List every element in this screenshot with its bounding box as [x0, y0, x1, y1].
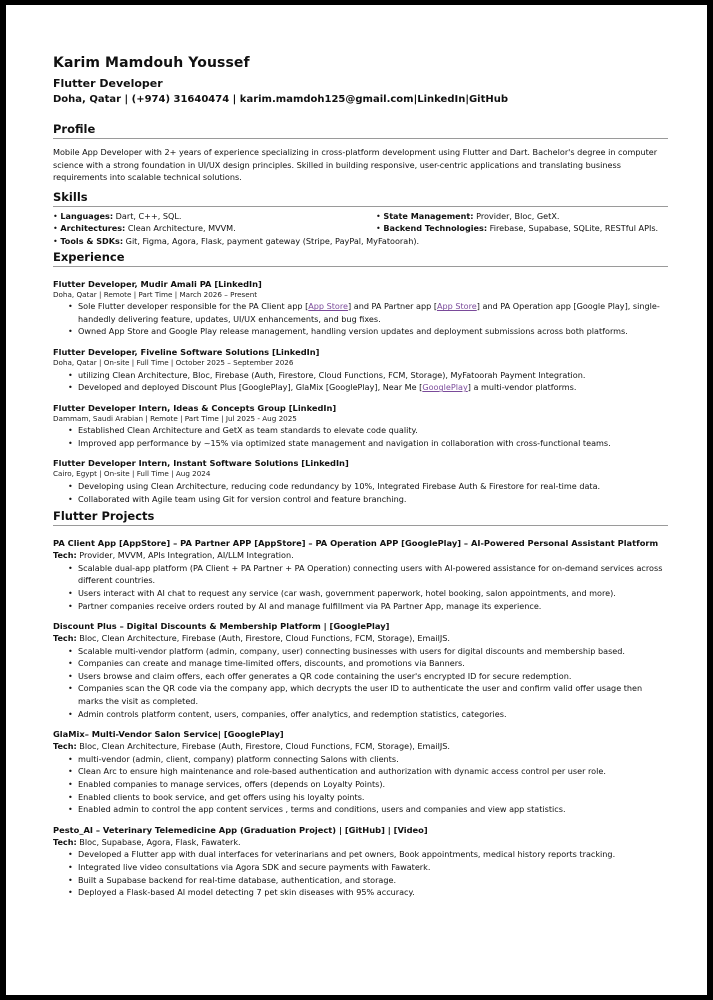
skill-label: State Management:	[383, 210, 474, 221]
skill-item: • Backend Technologies: Firebase, Supabase, SQLite, RESTful APIs.	[376, 223, 659, 234]
project-title: Discount Plus – Digital Discounts & Membership Platform | [GooglePlay]	[53, 621, 390, 632]
app-store-link[interactable]: App Store	[436, 301, 477, 312]
project-tech: Tech: Bloc, Clean Architecture, Firebase (Auth, Firestore, Cloud Functions, FCM, Storage), EmailJS.	[53, 633, 450, 644]
project-bullet: • Companies can create and manage time-limited offers, discounts, and promotions via Banners.	[68, 658, 465, 669]
job-entry	[53, 346, 668, 394]
job-meta: Cairo, Egypt | On-site | Full Time | Aug 2024	[53, 469, 211, 479]
project-bullet: • Enabled companies to manage services, offers (depends on Loyalty Points).	[68, 779, 386, 790]
project-title: Pesto_AI – Veterinary Telemedicine App (Graduation Project) | [GitHub] | [Video]	[53, 824, 428, 835]
candidate-role: Flutter Developer	[53, 77, 163, 90]
skill-label: Tools & SDKs:	[60, 235, 124, 246]
skills-list	[53, 210, 668, 248]
job-entry	[53, 402, 668, 450]
job-title: Flutter Developer, Fiveline Software Solutions [LinkedIn]	[53, 347, 320, 358]
job-title: Flutter Developer, Mudir Amali PA [LinkedIn]	[53, 278, 262, 289]
header	[53, 55, 668, 106]
project-bullet: • multi-vendor (admin, client, company) platform connecting Salons with clients.	[68, 753, 399, 764]
project-title: PA Client App [AppStore] – PA Partner APP [AppStore] – PA Operation APP [GooglePlay] – AI-Powered Personal Assistant Platform	[53, 538, 659, 549]
job-bullet: • Sole Flutter developer responsible for the PA Client app [App Store] and PA Partner app [App Store] and PA Operation app [Google Play], single-handedly delivering feature, updates, UI/UX enhancements, and bug fixes.	[68, 301, 660, 324]
project-entry	[53, 620, 668, 720]
job-bullet: • utilizing Clean Architecture, Bloc, Firebase (Auth, Firestore, Cloud Functions, FCM, Storage), MyFatoorah Payment Integration.	[68, 369, 586, 380]
skill-label: Backend Technologies:	[383, 223, 488, 234]
project-bullet: • Built a Supabase backend for real-time database, authentication, and storage.	[68, 874, 397, 885]
project-bullet: • Admin controls platform content, users, companies, offer analytics, and redemption statistics, categories.	[68, 708, 507, 719]
job-bullet: • Established Clean Architecture and GetX as team standards to elevate code quality.	[68, 425, 418, 436]
project-bullet: • Enabled clients to book service, and get offers using his loyalty points.	[68, 791, 365, 802]
project-bullet: • Developed a Flutter app with dual interfaces for veterinarians and pet owners, Book appointments, medical history reports tracking.	[68, 849, 616, 860]
job-meta: Doha, Qatar | Remote | Part Time | March 2026 – Present	[53, 289, 258, 299]
project-tech: Tech: Bloc, Supabase, Agora, Flask, Fawaterk.	[53, 836, 241, 847]
job-bullet: • Developed and deployed Discount Plus [GooglePlay], GlaMix [GooglePlay], Near Me [GooglePlay] a multi-vendor platforms.	[68, 382, 577, 393]
project-bullet: • Clean Arc to ensure high maintenance and role-based authentication and authorization with dynamic access control per user role.	[68, 766, 606, 777]
job-bullet: • Developing using Clean Architecture, reducing code redundancy by 10%, Integrated Firebase Auth & Firestore for real-time data.	[68, 480, 601, 491]
profile-heading: Profile	[53, 122, 668, 139]
project-tech: Tech: Bloc, Clean Architecture, Firebase (Auth, Firestore, Cloud Functions, FCM, Storage), EmailJS.	[53, 741, 450, 752]
job-bullet: • Improved app performance by ~15% via optimized state management and navigation in collaboration with cross-functional teams.	[68, 437, 611, 448]
resume-content	[53, 55, 668, 899]
skill-item: • Tools & SDKs: Git, Figma, Agora, Flask, payment gateway (Stripe, PayPal, MyFatoorah).	[53, 235, 420, 246]
project-bullet: • Users browse and claim offers, each offer generates a QR code containing the user's encrypted ID for secure redemption.	[68, 670, 572, 681]
job-bullet: • Owned App Store and Google Play release management, handling version updates and deployment submissions across both platforms.	[68, 326, 628, 337]
project-bullet: • Companies scan the QR code via the company app, which decrypts the user ID to authenticate the user and confirm valid offer usage then marks the visit as completed.	[68, 683, 643, 707]
candidate-name: Karim Mamdouh Youssef	[53, 55, 250, 71]
google-play-link[interactable]: GooglePlay	[422, 382, 468, 393]
project-bullet: • Users interact with AI chat to request any service (car wash, government paperwork, hotel booking, salon appointments, and more).	[68, 587, 616, 598]
project-title: GlaMix– Multi-Vendor Salon Service| [GooglePlay]	[53, 729, 284, 740]
skill-item: • State Management: Provider, Bloc, GetX.	[376, 210, 560, 221]
project-tech: Tech: Provider, MVVM, APIs Integration, AI/LLM Integration.	[53, 550, 294, 561]
project-entry	[53, 728, 668, 816]
job-entry	[53, 457, 668, 505]
project-entry	[53, 824, 668, 899]
experience-heading: Experience	[53, 250, 668, 267]
skill-value: Dart, C++, SQL.	[113, 210, 182, 221]
resume-page	[6, 5, 707, 995]
skill-item: • Architectures: Clean Architecture, MVVM.	[53, 223, 236, 234]
skill-label: Architectures:	[60, 223, 126, 234]
job-title: Flutter Developer Intern, Ideas & Concepts Group [LinkedIn]	[53, 402, 337, 413]
project-bullet: • Deployed a Flask-based AI model detecting 7 pet skin diseases with 95% accuracy.	[68, 887, 415, 898]
skill-value: Git, Figma, Agora, Flask, payment gateway (Stripe, PayPal, MyFatoorah).	[123, 235, 420, 246]
project-entry	[53, 537, 668, 612]
project-bullet: • Partner companies receive orders routed by AI and manage fulfillment via PA Partner App, manage its experience.	[68, 600, 542, 611]
job-bullet: • Collaborated with Agile team using Git for version control and feature branching.	[68, 493, 407, 504]
app-store-link[interactable]: App Store	[308, 301, 349, 312]
job-meta: Dammam, Saudi Arabian | Remote | Part Time | Jul 2025 - Aug 2025	[53, 413, 297, 423]
skill-label: Languages:	[60, 210, 114, 221]
profile-text: Mobile App Developer with 2+ years of experience specializing in cross-platform development using Flutter and Dart. Bachelor's degree in computer science with a strong foundation in UI/UX design principles. Skilled in building responsive, user-centric applications and translating business requirements into scalable technical solutions.	[53, 147, 658, 183]
skills-heading: Skills	[53, 190, 668, 207]
project-bullet: • Enabled admin to control the app content services , terms and conditions, users and companies and view app statistics.	[68, 804, 566, 815]
projects-heading: Flutter Projects	[53, 509, 668, 526]
skill-item: • Languages: Dart, C++, SQL.	[53, 210, 182, 221]
contact-line: Doha, Qatar | (+974) 31640474 | karim.mamdoh125@gmail.com|LinkedIn|GitHub	[53, 94, 509, 105]
job-title: Flutter Developer Intern, Instant Software Solutions [LinkedIn]	[53, 458, 349, 469]
job-entry	[53, 278, 668, 338]
skill-value: Provider, Bloc, GetX.	[473, 210, 560, 221]
project-bullet: • Scalable dual-app platform (PA Client + PA Partner + PA Operation) connecting users with AI-powered assistance for on-demand services across different countries.	[68, 562, 663, 586]
skill-value: Firebase, Supabase, SQLite, RESTful APIs.	[487, 223, 659, 234]
job-meta: Doha, Qatar | On-site | Full Time | October 2025 – September 2026	[53, 358, 294, 368]
skill-value: Clean Architecture, MVVM.	[125, 223, 236, 234]
project-bullet: • Scalable multi-vendor platform (admin, company, user) connecting businesses with users for digital discounts and membership based.	[68, 645, 625, 656]
project-bullet: • Integrated live video consultations via Agora SDK and secure payments with Fawaterk.	[68, 862, 431, 872]
